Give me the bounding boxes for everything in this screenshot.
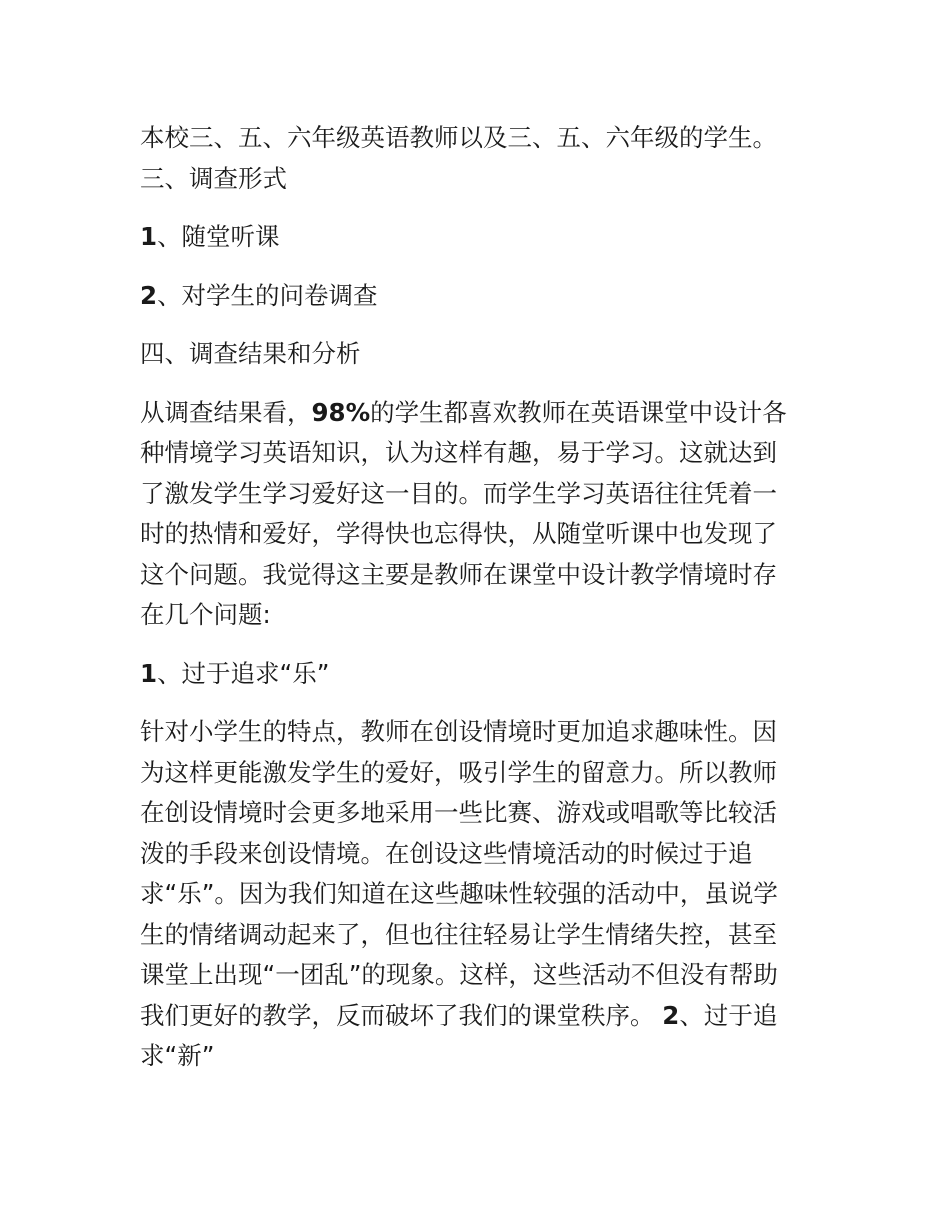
list-item-text: 、对学生的问卷调查 xyxy=(157,280,378,310)
paragraph-text: 针对小学生的特点，教师在创设情境时更加追求趣味性。因为这样更能激发学生的爱好，吸引学生的留意力。所以教师在创设情境时会更多地采用一些比赛、游戏或唱歌等比较活泼的手段来创设情境。在创设这些情境活动的时候过于追求“乐”。因为我们知道在这些趣味性较强的活动中，虽说学生的情绪调动起来了，但也往往轻易让学生情绪失控，甚至课堂上出现“一团乱”的现象。这样，这些活动不但没有帮助我们更好的教学，反而破坏了我们的课堂秩序。 xyxy=(140,717,778,1030)
subheading-pursuit-of-fun xyxy=(140,654,800,695)
paragraph-text: 的学生都喜欢教师在英语课堂中设计各种情境学习英语知识，认为这样有趣，易于学习。这就达到了激发学生学习爱好这一目的。而学生学习英语往往凭着一时的热情和爱好，学得快也忘得快，从随堂听课中也发现了这个问题。我觉得这主要是教师在课堂中设计教学情境时存在几个问题: xyxy=(140,397,787,629)
list-number: 2 xyxy=(140,280,158,310)
paragraph-lead: 从调查结果看， xyxy=(140,397,312,427)
heading-text: 四、调查结果和分析 xyxy=(140,339,361,368)
document-page xyxy=(140,118,800,1077)
percentage-value: 98% xyxy=(311,397,371,427)
list-number: 1 xyxy=(140,222,158,251)
list-item-questionnaire xyxy=(140,276,800,317)
subheading-text: 、过于追求“新” xyxy=(140,1000,778,1070)
subheading-text: 、过于追求“乐” xyxy=(157,658,330,688)
list-number: 2 xyxy=(662,1000,680,1030)
list-item-classroom-observation xyxy=(140,217,800,258)
paragraph-target-audience xyxy=(140,118,800,199)
section-heading-results xyxy=(140,334,800,375)
list-number: 1 xyxy=(140,658,158,688)
paragraph-results-analysis xyxy=(140,393,800,636)
paragraph-text: 本校三、五、六年级英语教师以及三、五、六年级的学生。 三、调查形式 xyxy=(140,123,777,193)
paragraph-fun-discussion xyxy=(140,712,800,1077)
list-item-text: 、随堂听课 xyxy=(157,222,280,251)
